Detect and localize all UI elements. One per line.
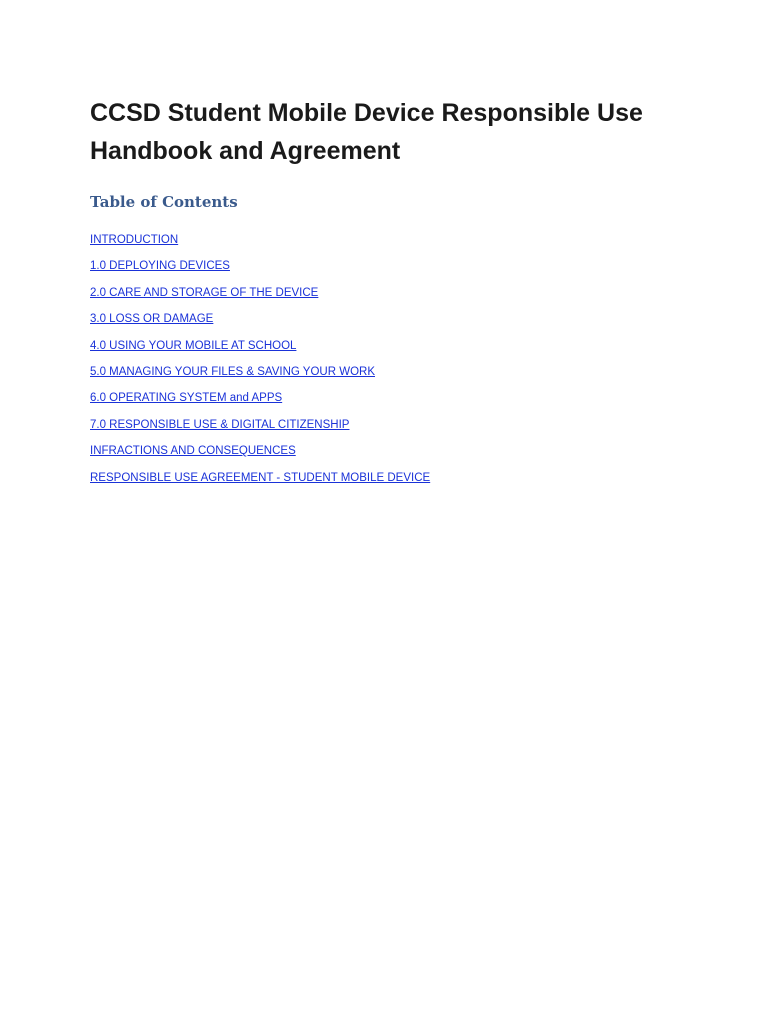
toc-item — [90, 414, 430, 440]
toc-link-managing-files[interactable]: 5.0 MANAGING YOUR FILES & SAVING YOUR WORK — [90, 365, 376, 378]
toc-link-introduction[interactable]: INTRODUCTION — [90, 234, 179, 246]
toc-item — [90, 308, 430, 334]
toc-item — [90, 282, 430, 308]
toc-item — [90, 229, 430, 255]
table-of-contents-list — [90, 229, 430, 493]
toc-item — [90, 467, 430, 493]
toc-link-deploying-devices[interactable]: 1.0 DEPLOYING DEVICES — [90, 260, 230, 273]
toc-item — [90, 255, 430, 281]
toc-item — [90, 335, 430, 361]
toc-link-care-and-storage[interactable]: 2.0 CARE AND STORAGE OF THE DEVICE — [90, 286, 319, 299]
table-of-contents-heading: Table of Contents — [90, 193, 238, 211]
toc-link-responsible-use-agreement[interactable]: RESPONSIBLE USE AGREEMENT - STUDENT MOBILE DEVICE — [90, 471, 431, 484]
toc-link-using-mobile-at-school[interactable]: 4.0 USING YOUR MOBILE AT SCHOOL — [90, 339, 297, 352]
toc-link-infractions-and-consequences[interactable]: INFRACTIONS AND CONSEQUENCES — [90, 445, 296, 458]
toc-link-responsible-use[interactable]: 7.0 RESPONSIBLE USE & DIGITAL CITIZENSHIP — [90, 418, 350, 431]
toc-link-loss-or-damage[interactable]: 3.0 LOSS OR DAMAGE — [90, 313, 214, 326]
toc-link-operating-system-and-apps[interactable]: 6.0 OPERATING SYSTEM and APPS — [90, 392, 283, 405]
toc-item — [90, 440, 430, 466]
toc-item — [90, 361, 430, 387]
document-title: CCSD Student Mobile Device Responsible Use Handbook and Agreement — [90, 99, 643, 165]
toc-item — [90, 387, 430, 413]
